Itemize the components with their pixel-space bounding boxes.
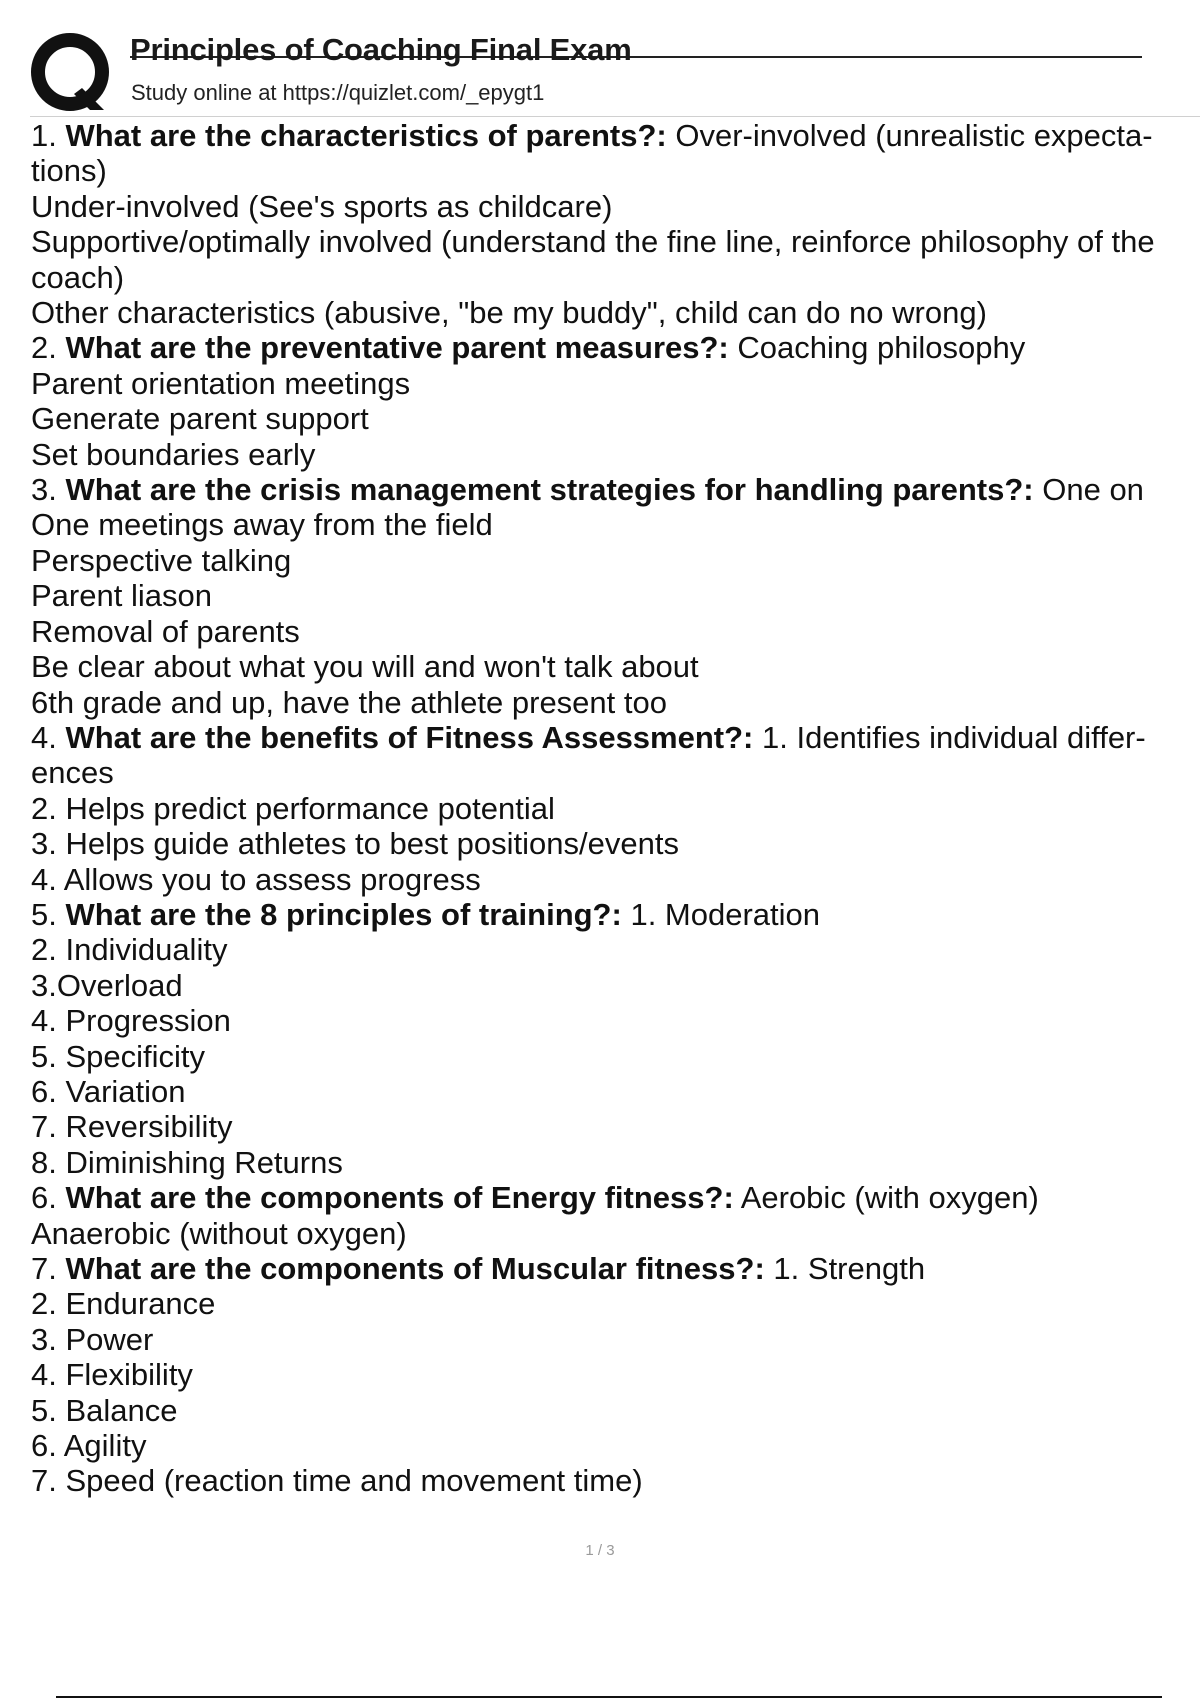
answer-text: Over-involved (unrealistic expecta-tions) xyxy=(31,118,1153,189)
qa-item xyxy=(31,472,1193,720)
answer-line: 3. Helps guide athletes to best positions/events xyxy=(31,826,679,862)
page-indicator: 1 / 3 xyxy=(585,1542,615,1559)
answer-line: 7. Speed (reaction time and movement time) xyxy=(31,1463,643,1499)
qa-item xyxy=(31,330,1193,472)
answer-text: 1. Moderation xyxy=(630,896,821,932)
answer-line: 2. Helps predict performance potential xyxy=(31,790,555,826)
question-number: 7. xyxy=(31,1251,57,1286)
answer-line: Supportive/optimally involved (understand the fine line, reinforce philosophy of the coach) xyxy=(31,224,1155,295)
header-divider xyxy=(30,116,1200,117)
qa-item xyxy=(31,1251,1193,1499)
question-text: What are the benefits of Fitness Assessment?: xyxy=(65,719,754,755)
answer-line: Other characteristics (abusive, "be my buddy", child can do no wrong) xyxy=(31,295,987,331)
answer-line: 3.Overload xyxy=(31,967,183,1003)
answer-line: Removal of parents xyxy=(31,613,300,649)
question-text: What are the characteristics of parents?: xyxy=(65,118,667,153)
answer-text: Aerobic (with oxygen) xyxy=(740,1180,1039,1216)
answer-line: Set boundaries early xyxy=(31,436,316,472)
quizlet-logo-icon xyxy=(30,32,114,116)
footer-divider xyxy=(56,1696,1162,1698)
answer-line: Generate parent support xyxy=(31,401,369,437)
flashcard-list xyxy=(31,118,1193,1499)
qa-first-line xyxy=(31,1180,1193,1215)
answer-line: Be clear about what you will and won't talk about xyxy=(31,649,699,685)
answer-line: Parent orientation meetings xyxy=(31,365,411,401)
study-link-text: Study online at https://quizlet.com/_epygt1 xyxy=(131,80,545,105)
qa-first-line xyxy=(31,330,1193,365)
answer-line: 8. Diminishing Returns xyxy=(31,1144,343,1180)
question-number: 4. xyxy=(31,719,57,755)
question-number: 6. xyxy=(31,1180,57,1216)
question-text: What are the crisis management strategies for handling parents?: xyxy=(65,472,1034,508)
question-number: 1. xyxy=(31,118,57,153)
answer-line: 2. Individuality xyxy=(31,932,228,968)
answer-line: Anaerobic (without oxygen) xyxy=(31,1215,407,1251)
answer-line: 3. Power xyxy=(31,1321,154,1357)
question-text: What are the components of Muscular fitness?: xyxy=(65,1251,765,1286)
answer-line: 6th grade and up, have the athlete present too xyxy=(31,684,667,720)
answer-line: Under-involved (See's sports as childcare) xyxy=(31,188,613,224)
answer-line: 4. Flexibility xyxy=(31,1357,193,1393)
page-header xyxy=(30,28,1142,114)
qa-item xyxy=(31,720,1193,897)
answer-line: 7. Reversibility xyxy=(31,1109,233,1145)
answer-line: Perspective talking xyxy=(31,542,292,578)
answer-line: 5. Balance xyxy=(31,1392,178,1428)
answer-line: 6. Agility xyxy=(31,1428,147,1464)
qa-first-line xyxy=(31,720,1193,791)
answer-line: 2. Endurance xyxy=(31,1286,216,1322)
question-text: What are the components of Energy fitness?: xyxy=(65,1180,734,1216)
qa-first-line xyxy=(31,897,1193,932)
answer-line: 5. Specificity xyxy=(31,1038,206,1074)
question-text: What are the 8 principles of training?: xyxy=(65,896,622,932)
qa-item xyxy=(31,897,1193,1180)
answer-text: 1. Strength xyxy=(773,1251,926,1286)
question-number: 3. xyxy=(31,472,57,508)
answer-text: 1. Identifies individual differ-ences xyxy=(31,719,1146,791)
qa-first-line xyxy=(31,472,1193,543)
qa-first-line xyxy=(31,118,1193,189)
qa-first-line xyxy=(31,1251,1193,1286)
answer-line: Parent liason xyxy=(31,578,212,614)
question-number: 2. xyxy=(31,330,57,366)
answer-line: 6. Variation xyxy=(31,1073,186,1109)
answer-line: 4. Allows you to assess progress xyxy=(31,861,481,897)
question-number: 5. xyxy=(31,896,57,932)
document-title: Principles of Coaching Final Exam xyxy=(130,32,632,67)
question-text: What are the preventative parent measures?: xyxy=(65,330,729,366)
answer-text: One on One meetings away from the field xyxy=(31,472,1144,543)
qa-item xyxy=(31,1180,1193,1251)
answer-line: 4. Progression xyxy=(31,1003,231,1039)
answer-text: Coaching philosophy xyxy=(737,330,1026,366)
qa-item xyxy=(31,118,1193,330)
